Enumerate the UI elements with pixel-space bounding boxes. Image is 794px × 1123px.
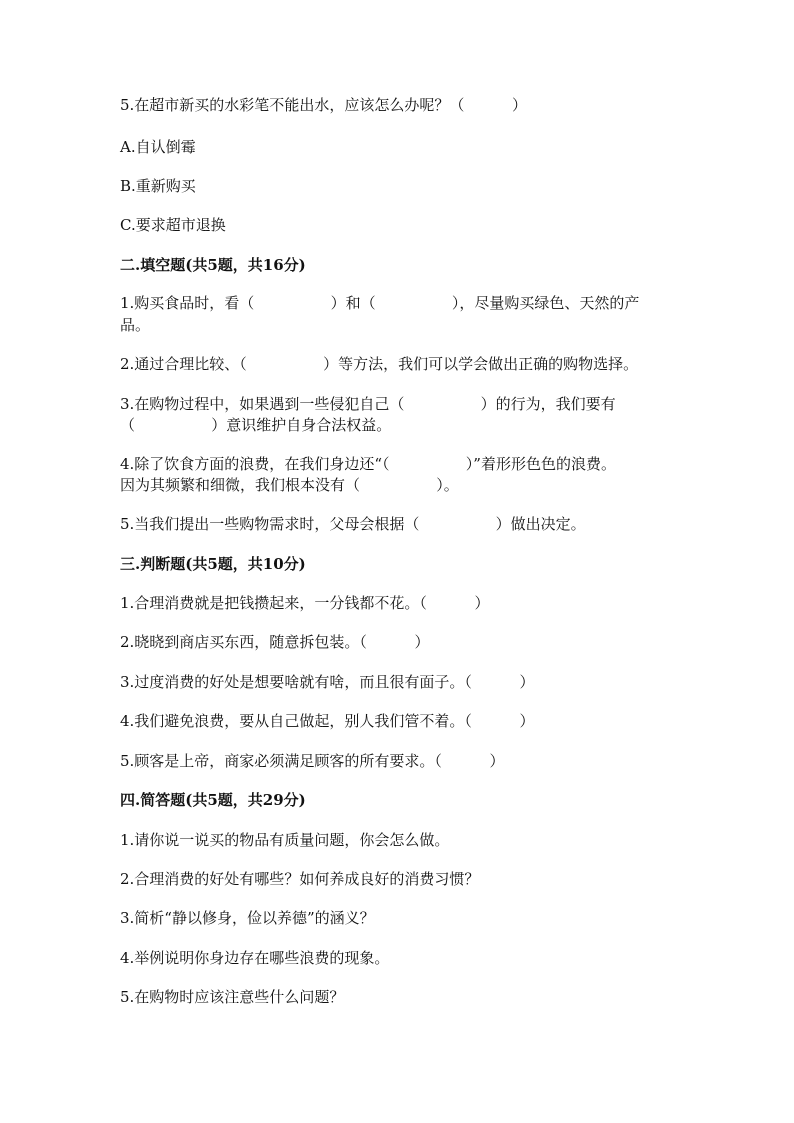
- judge-item-4: 4.我们避免浪费，要从自己做起，别人我们管不着。（ ）: [120, 712, 535, 730]
- fill-question-1-cont: 品。: [120, 316, 151, 334]
- judge-item-2: 2.晓晓到商店买东西，随意拆包装。（ ）: [120, 633, 430, 651]
- mc-option-a: A.自认倒霉: [120, 138, 196, 156]
- short-item-5: 5.在购物时应该注意些什么问题？: [120, 988, 345, 1006]
- judge-item-5: 5.顾客是上帝，商家必须满足顾客的所有要求。（ ）: [120, 752, 505, 770]
- fill-question-5: 5.当我们提出一些购物需求时，父母会根据（ ）做出决定。: [120, 515, 586, 533]
- short-item-4: 4.举例说明你身边存在哪些浪费的现象。: [120, 949, 390, 967]
- short-item-1: 1.请你说一说买的物品有质量问题，你会怎么做。: [120, 831, 450, 849]
- fill-question-4-cont: 因为其频繁和细微，我们根本没有（ ）。: [120, 476, 459, 494]
- fill-question-2: 2.通过合理比较、（ ）等方法，我们可以学会做出正确的购物选择。: [120, 355, 639, 373]
- short-item-2: 2.合理消费的好处有哪些？如何养成良好的消费习惯？: [120, 870, 480, 888]
- short-section-heading: 四.简答题(共5题，共29分): [120, 791, 306, 809]
- judge-item-3: 3.过度消费的好处是想要啥就有啥，而且很有面子。（ ）: [120, 673, 535, 691]
- fill-question-3-cont: （ ）意识维护自身合法权益。: [120, 416, 392, 434]
- mc-option-b: B.重新购买: [120, 177, 196, 195]
- judge-item-1: 1.合理消费就是把钱攒起来，一分钱都不花。（ ）: [120, 594, 490, 612]
- fill-question-1: 1.购买食品时，看（ ）和（ ），尽量购买绿色、天然的产: [120, 294, 640, 312]
- fill-section-heading: 二.填空题(共5题，共16分): [120, 256, 306, 274]
- fill-question-4: 4.除了饮食方面的浪费，在我们身边还“（ ）”着形形色色的浪费。: [120, 455, 616, 473]
- judge-section-heading: 三.判断题(共5题，共10分): [120, 555, 306, 573]
- short-item-3: 3.简析“静以修身，俭以养德”的涵义？: [120, 909, 375, 927]
- mc-option-c: C.要求超市退换: [120, 216, 226, 234]
- mc-question-stem: 5.在超市新买的水彩笔不能出水，应该怎么办呢？（ ）: [120, 96, 527, 114]
- fill-question-3: 3.在购物过程中，如果遇到一些侵犯自己（ ）的行为，我们要有: [120, 395, 616, 413]
